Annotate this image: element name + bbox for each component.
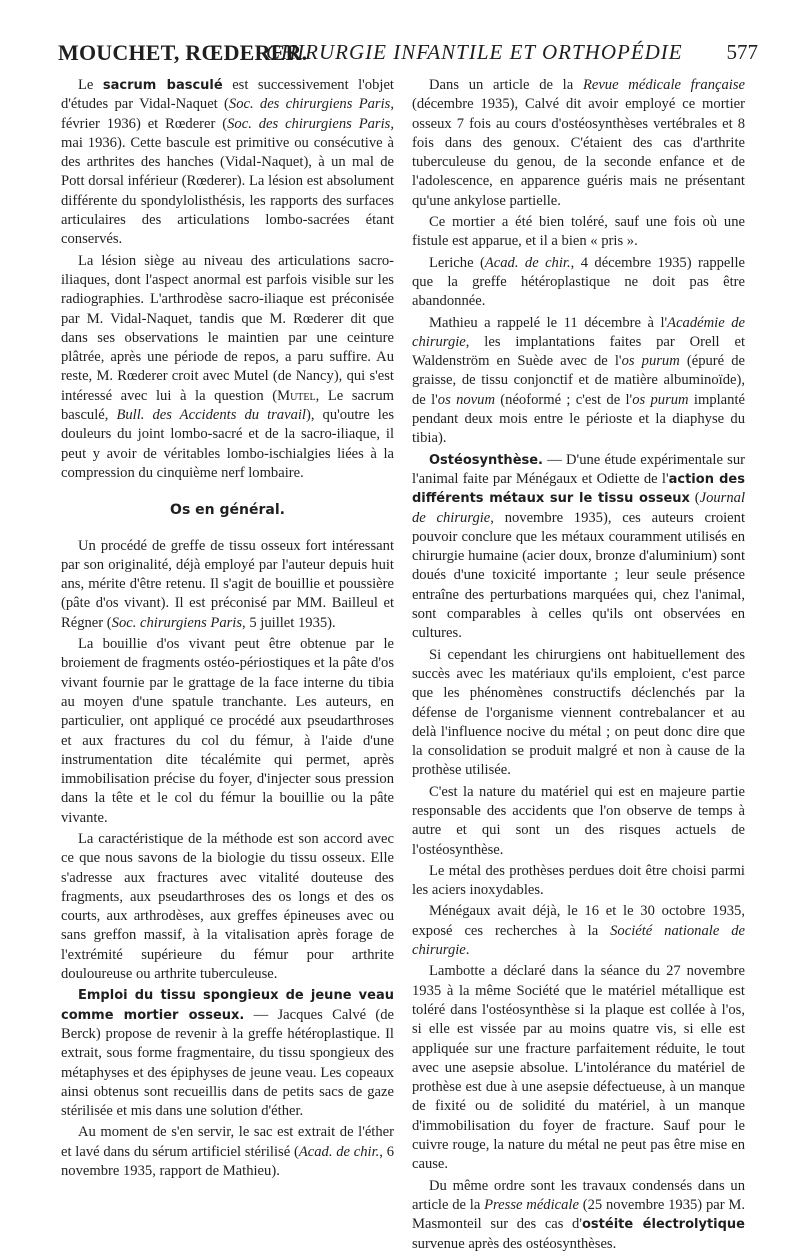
text: .: [465, 942, 470, 959]
text: (néoformé ; c'est de l': [494, 391, 633, 408]
text: , 6 novembre 1935, rapport de Mathieu).: [61, 1143, 394, 1180]
citation: Journal de chirurgie: [412, 490, 745, 526]
left-column: [61, 76, 394, 1181]
text: — D'une étude expérimentale sur l'animal faite par Ménégaux et Odiette de l': [412, 451, 745, 487]
text: (épuré de graisse, de tissu conjonctif et de matière albuminoïde), de l': [412, 353, 746, 408]
paragraph-bouillie: La bouillie d'os vivant peut être obtenue par le broiement de fragments ostéo-périostiques et la pâte d'os vivant fournie par le grattage de la face interne du tibia au moyen d'une spatule tranchante. Les auteurs, en particulier, ont appliqué ce procédé aux pseudarthroses et aux fractures du col du fémur, à l'aide d'une instrumentation dite técalémite qui permet, après immobilisation précise du foyer, d'injecter sous pression dans la tête et le col du fémur la bouillie ou la pâte vivante.: [61, 636, 394, 826]
term: os purum: [632, 391, 689, 408]
citation: Acad. de chir.: [298, 1143, 380, 1160]
text: est successivement l'objet d'études par Vidal-Naquet (: [61, 77, 394, 113]
term: os purum: [621, 353, 680, 370]
citation: Académie de chirurgie: [412, 314, 745, 350]
paragraph-osteosynthese: [412, 451, 745, 644]
bold-term: Ostéosynthèse.: [429, 452, 543, 468]
text: , Le sacrum basculé,: [61, 387, 394, 424]
page-number: 577: [726, 40, 758, 64]
text: Leriche (: [429, 254, 485, 271]
citation: Revue médicale française: [582, 77, 745, 93]
text: Du même ordre sont les travaux condensés dans un article de la: [412, 1177, 745, 1213]
paragraph-revue: [412, 76, 745, 211]
paragraph-masmonteil: [412, 1177, 745, 1254]
text: La lésion siège au niveau des articulations sacro-iliaques, dont l'aspect anormal est parfois visible sur les radiographies. L'arthrodèse sacro-iliaque est préconisée par M. Vidal-Naquet, tandis que M. Rœderer dit que dans ses observations le maintien par une ceinture plâtrée, après une période de repos, a paru suffire. Au reste, M. Rœderer croit avec Mutel (de Nancy), qui s'est intéressé avec lui à la question (: [61, 252, 394, 404]
running-header: [58, 40, 758, 70]
text: Ménégaux avait déjà, le 16 et le 30 octobre 1935, exposé ces recherches à la: [412, 903, 745, 939]
paragraph-mortier: Ce mortier a été bien toléré, sauf une fois où une fistule est apparue, et il a bien « pris ».: [412, 214, 745, 250]
paragraph-materiel: C'est la nature du matériel qui est en majeure partie responsable des accidents que l'on observe de temps à autre et qui sont un des risques actuels de l'ostéosynthèse.: [412, 783, 745, 858]
term: os novum: [437, 391, 495, 408]
text: survenue après des ostéosynthèses.: [412, 1235, 617, 1252]
paragraph-mathieu: [412, 314, 745, 449]
text: , les implantations faites par Orell et Waldenström en Suède avec de l': [412, 333, 745, 370]
paragraph-moment: [61, 1123, 394, 1181]
paragraph-caracteristique: La caractéristique de la méthode est son accord avec ce que nous savons de la biologie du tissu osseux. Elle s'adresse aux fractures avec vitalité douteuse des fragments, aux pseudarthroses des os longs et des os courts, aux arthrodèses, aux greffes épineuses avec ou sans greffon massif, à la vitalisation après forage de l'extrémité supérieure du fémur pour arthrite douloureuse ou arthrite tuberculeuse.: [61, 830, 394, 983]
citation: Société nationale de chirurgie: [412, 922, 745, 959]
citation: Bull. des Accidents du travail: [116, 407, 306, 424]
paragraph-sacrum-bascule: [61, 76, 394, 250]
citation: Acad. de chir.: [484, 254, 571, 271]
paragraph-greffe: [61, 537, 394, 633]
text: Un procédé de greffe de tissu osseux fort intéressant par son originalité, déjà employé par l'auteur depuis huit ans, mérite d'être retenu. Il s'agit de bouillie et poussière (pâte d'os vivant). Il est préconisé par MM. Bailleul et Régner (: [61, 537, 394, 631]
paragraph-metal: Le métal des prothèses perdues doit être choisi parmi les aciers inoxydables.: [412, 862, 745, 899]
header-title: CHIRURGIE INFANTILE ET ORTHOPÉDIE: [266, 40, 683, 64]
citation: Soc. des chirurgiens Paris: [228, 96, 391, 113]
text: , 5 juillet 1935).: [242, 614, 336, 631]
text: Dans un article de la: [429, 77, 583, 93]
text: , novembre 1935), ces auteurs croient pouvoir conclure que les métaux couramment utilisés en chirurgie humaine (acier doux, bronze d'aluminium) sont doués d'une toxicité importante ; leur seule présence entraîne des perturbations marquées qui, chez l'animal, sont comparables à celles qu'ils ont observées en cultures.: [412, 509, 745, 642]
author-name: Mutel: [277, 387, 316, 404]
text: , 4 décembre 1935) rappelle que la greffe hétéroplastique ne doit pas être abandonnée.: [412, 254, 745, 310]
citation: Soc. chirurgiens Paris: [111, 614, 243, 631]
citation: Presse médicale: [484, 1196, 579, 1213]
text: Le: [78, 77, 103, 93]
citation: Soc. des chirurgiens Paris: [227, 115, 391, 132]
text: ), qu'outre les douleurs du joint lombo-sacré et de la sacro-iliaque, il peut y avoir de véritables lombo-ischialgies liées à la compression du cinquième nerf lombaire.: [61, 407, 394, 481]
text: Mathieu a rappelé le 11 décembre à l': [429, 314, 668, 331]
text: implanté pendant deux mois entre le périoste et la diaphyse du tibia).: [412, 391, 745, 447]
text: (25 novembre 1935) par M. Masmonteil sur des cas d': [412, 1196, 745, 1233]
paragraph-emploi: [61, 986, 394, 1121]
paragraph-lesion: [61, 252, 394, 484]
section-heading: Os en général.: [170, 502, 285, 519]
bold-term: ostéite électrolytique: [582, 1217, 746, 1233]
paragraph-leriche: [412, 254, 745, 312]
text: , février 1936) et Rœderer (: [61, 96, 394, 132]
paragraph-lambotte: Lambotte a déclaré dans la séance du 27 novembre 1935 à la même Société que le matériel métallique est toléré dans l'ostéosynthèse si la plaque est collée à l'os, si elle est vissée par au moins quatre vis, si elle est appliquée sur une fracture parfaitement réduite, le tout avec une asepsie absolue. L'intolérance du matériel de prothèse est due à une asepsie défectueuse, à un manque de fixité ou de solidité du matériel, à un manque d'immobilisation du foyer de fracture. Sauf pour le cuivre rouge, la nature du métal ne peut pas être mise en cause.: [412, 963, 745, 1173]
bold-term: sacrum basculé: [102, 78, 223, 93]
text: Au moment de s'en servir, le sac est extrait de l'éther et lavé dans du sérum artificiel stérilisé (: [61, 1124, 394, 1160]
text: , mai 1936). Cette bascule est primitive ou consécutive à des arthrites des hanches (Vidal-Naquet), à un mal de Pott dorsal inférieur (Rœderer). La lésion est absolument différente du spondylolisthésis, les rapports des surfaces articulaires des articulations lombo-sacrées étant conservés.: [61, 115, 394, 248]
bold-term: Emploi du tissu spongieux de jeune veau comme mortier osseux.: [61, 988, 394, 1023]
paragraph-menegaux: [412, 902, 745, 960]
text: — Jacques Calvé (de Berck) propose de revenir à la greffe hétéroplastique. Il extrait, sous forme fragmentaire, du tissu spongieux des métaphyses et des épiphyses de jeune veau. Les copeaux ainsi obtenus sont recueillis dans de petits sacs de gaze stérilisée et mis dans une solution d'éther.: [61, 1006, 394, 1120]
paragraph-chirurgiens: Si cependant les chirurgiens ont habituellement des succès avec les matériaux qu'ils emploient, c'est parce que les phénomènes constructifs déclenchés par la défense de l'organisme viennent contrebalancer et au delà l'influence nocive du métal ; on peut donc dire que la consolidation se produit malgré et non à cause de la prothèse utilisée.: [412, 646, 745, 779]
right-column: [412, 76, 745, 1254]
text: (décembre 1935), Calvé dit avoir employé ce mortier osseux 7 fois au cours d'ostéosynthèses vertébrales et 8 fois dans des genoux. C'étaient des cas d'arthrite tuberculeuse du genou, de la seconde enfance et de l'adolescence, en apparence guéris mais ne présentant qu'une ankylose partielle.: [412, 96, 745, 209]
bold-term: action des différents métaux sur le tissu osseux: [412, 471, 745, 507]
header-authors: MOUCHET, RŒDERER.: [58, 40, 308, 65]
text: (: [689, 490, 700, 507]
